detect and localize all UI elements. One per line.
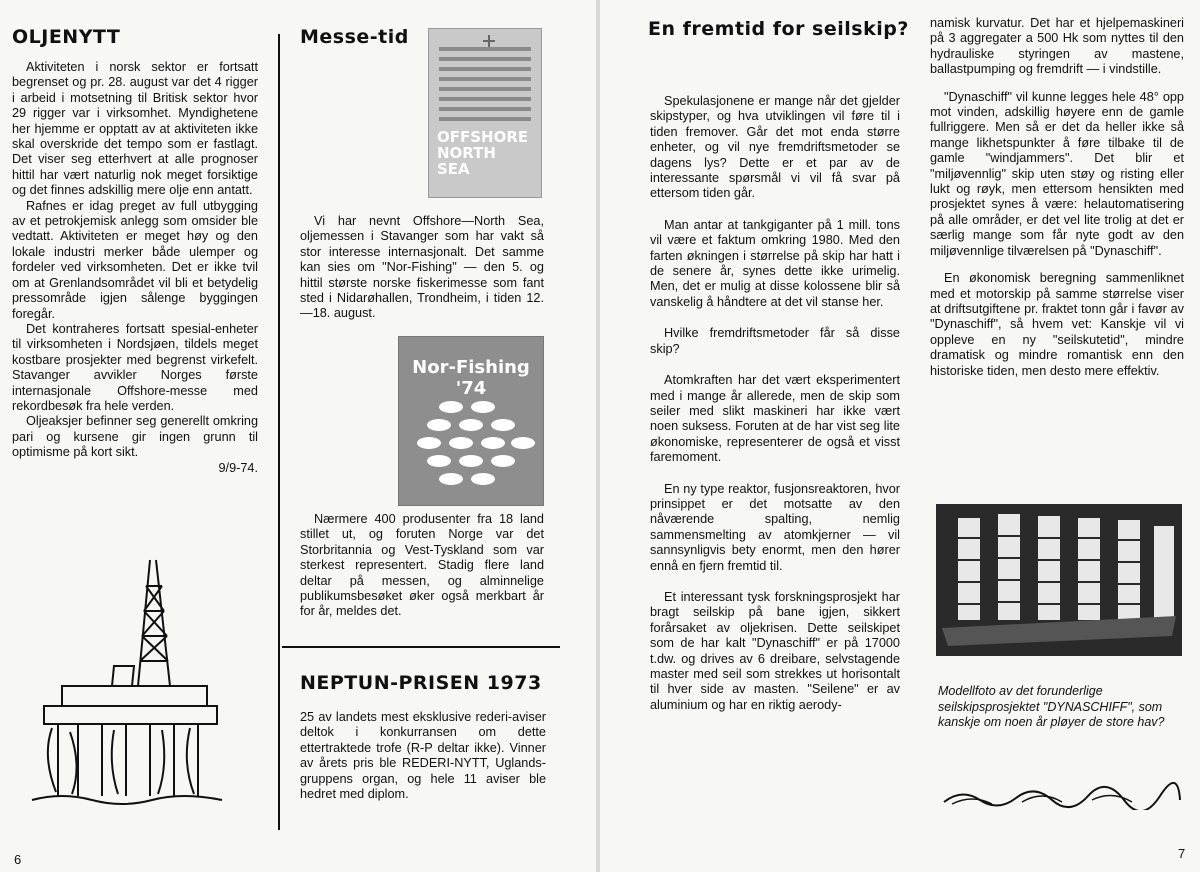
nor-fishing-logo (398, 336, 544, 506)
page-number-right: 7 (1178, 846, 1186, 861)
decorative-flourish (942, 782, 1182, 810)
poster-title: OFFSHORE NORTH SEA (437, 128, 529, 178)
oil-rig-illustration (22, 556, 232, 808)
article-date: 9/9-74. (218, 460, 258, 475)
right-page (600, 0, 1200, 872)
paragraph: Man antar at tankgiganter på 1 mill. tons vil være et faktum omkring 1980. Med den farten økningen i størrelse på skip har hatt i de senere år, synes dette ikke urimelig. Men, det er mulig at disse kolossene blir så vanskelig å håndtere at det vil stanse her. (650, 217, 900, 309)
seilskip-heading: En fremtid for seilskip? (648, 18, 909, 40)
messe-tid-body-1 (300, 214, 544, 322)
paragraph: Spekulasjonene er mange når det gjelder skipstyper, og hva utviklingen vil føre til i tiden fremover. Går det mot enda større enheter, og vil nye fremdriftsmetoder se dagens lys? Dette er et par av de interessante spørsmål vi vil få svar på ettersom tiden går. (650, 94, 900, 201)
paragraph: Rafnes er idag preget av full utbygging av et petrokjemisk anlegg som omsider ble vedtatt. Aktiviteten er meget høy og den lokale industri merker både ulemper og fordeler ved virksomheten. Det er ikke tvil om at Grenlandsområdet vil bli et betydelig pressområde igjen sålenge byggingen foregår. (12, 198, 258, 321)
paragraph: Det kontraheres fortsatt spesial-enheter til virksomheten i Nordsjøen, tildels meget kostbare prosjekter med begrenst virkefelt. Stavanger avvikler Norges første internasjonale Offshore-messe med rekordbesøk fra hele verden. (12, 321, 258, 413)
left-page (0, 0, 596, 872)
paragraph: Et interessant tysk forskningsprosjekt har bragt seilskip på bane igjen, sikkert forårsaket av oljekrisen. Dette seilskipet som de har kalt "Dynaschiff" er på 17000 t.dw. og drives av 6 dreibare, selvstagende master med seil som strekkes ut horisontalt til hver side av masten. "Seilene" er av aluminium og har en riktig aerody- (650, 589, 900, 712)
paragraph: 25 av landets mest eksklusive rederi-aviser deltok i konkurransen om dette ettertraktede trofe (R-P deltar ikke). Vinner av årets pris ble REDERI-NYTT, Uglands-gruppens organ, og hele 11 aviser ble hedret med diplom. (300, 710, 546, 802)
seilskip-column-2 (930, 16, 1184, 379)
dynaschiff-model-photo (936, 504, 1182, 656)
messe-tid-body-2 (300, 512, 544, 620)
seilskip-column-1 (650, 94, 900, 713)
oljenytt-heading: OLJENYTT (12, 26, 121, 48)
paragraph: "Dynaschiff" vil kunne legges hele 48° opp mot vinden, adskillig høyere enn de gamle fullriggere. Men så er det da heller ikke så mange likhetspunkter å føre tilbake til de gamle "windjammers". Det blir et "miljøvennlig" skip uten støy og risting eller lukt og røyk, men ettersom hensikten med prosjektet synes å være: helautomatisering på alle områder, er det vel lite trolig at det er særlig mange som får nyte godt av den miljøvennlige tilværelsen på "Dynaschiff". (930, 89, 1184, 258)
photo-caption: Modellfoto av det forunderlige seilskipsprosjektet "DYNASCHIFF", som kanskje om noen år pløyer de store hav? (938, 684, 1165, 729)
paragraph: Atomkraften har det vært eksperimentert med i mange år allerede, men de skip som seiler med slikt maskineri har ikke vært noen suksess. Foruten at de har vist seg lite økonomiske, representerer de også et visst faremoment. (650, 373, 900, 465)
messe-tid-heading: Messe-tid (300, 26, 409, 48)
paragraph: Vi har nevnt Offshore—North Sea, oljemessen i Stavanger som har vakt så stor interesse internasjonalt. Det samme kan sies om "Nor-Fishing" — den 5. og hittil største norske fiskerimesse som fant sted i Nidarøhallen, Trondheim, i tiden 12.—18. august. (300, 214, 544, 321)
paragraph: En økonomisk beregning sammenliknet med et motorskip på samme størrelse viser at driftsutgiftene pr. fraktet tonn går i favør av "Dynaschiff", så hvem vet: Kanskje vil vi oppleve en ny "seilskutetid", mindre dramatisk og mindre romantisk enn den historiske tiden, men desto mere effektiv. (930, 271, 1184, 378)
paragraph: Nærmere 400 produsenter fra 18 land stillet ut, og foruten Norge var det Storbritannia og Vest-Tyskland som var sterkest representert. Stadig flere land deltar på messen, og alminnelige publikumsbesøket øker også merkbart år for år, meldes det. (300, 512, 544, 619)
paragraph: namisk kurvatur. Det har et hjelpemaskineri på 3 aggregater a 500 Hk som nyttes til den hydrauliske styringen av mastene, ballastpumping og fremdrift — i vindstille. (930, 16, 1184, 77)
neptun-prisen-article (300, 672, 546, 802)
fish-school-graphic (399, 337, 543, 505)
page-number-left: 6 (14, 852, 22, 867)
paragraph: Aktiviteten i norsk sektor er fortsatt begrenset og pr. 28. august var det 4 rigger i arbeid i motsetning til Britisk sektor hvor 29 rigger var i virksomhet. Myndighetene her hjemme er opptatt av at aktiviteten ikke skal overskride det tempo som er fastlagt. Det viser seg etterhvert at alle prognoser hittil har vært naturlig nok meget forsiktige og det finnes adskillig mere olje enn antatt. (12, 60, 258, 198)
paragraph: Hvilke fremdriftsmetoder får så disse skip? (650, 326, 900, 356)
paragraph: En ny type reaktor, fusjonsreaktoren, hvor prinsippet er det motsatte av den nåværende spalting, nemlig sammensmelting av atomkjerner — vil sannsynligvis bety enormt, men den hører ennå en fjern fremtid til. (650, 481, 900, 573)
column-divider (278, 34, 280, 830)
neptun-heading: NEPTUN-PRISEN 1973 (300, 672, 542, 694)
sail-masts-graphic (936, 504, 1182, 656)
logo-text: Nor-Fishing '74 (412, 357, 530, 399)
oljenytt-article (12, 26, 258, 476)
oljenytt-body (12, 60, 258, 476)
section-divider (282, 646, 560, 648)
paragraph: Oljeaksjer befinner seg generellt omkring pari og kursene gir ingen grunn til optimisme på kort sikt. (12, 414, 258, 460)
offshore-north-sea-poster (428, 28, 542, 198)
